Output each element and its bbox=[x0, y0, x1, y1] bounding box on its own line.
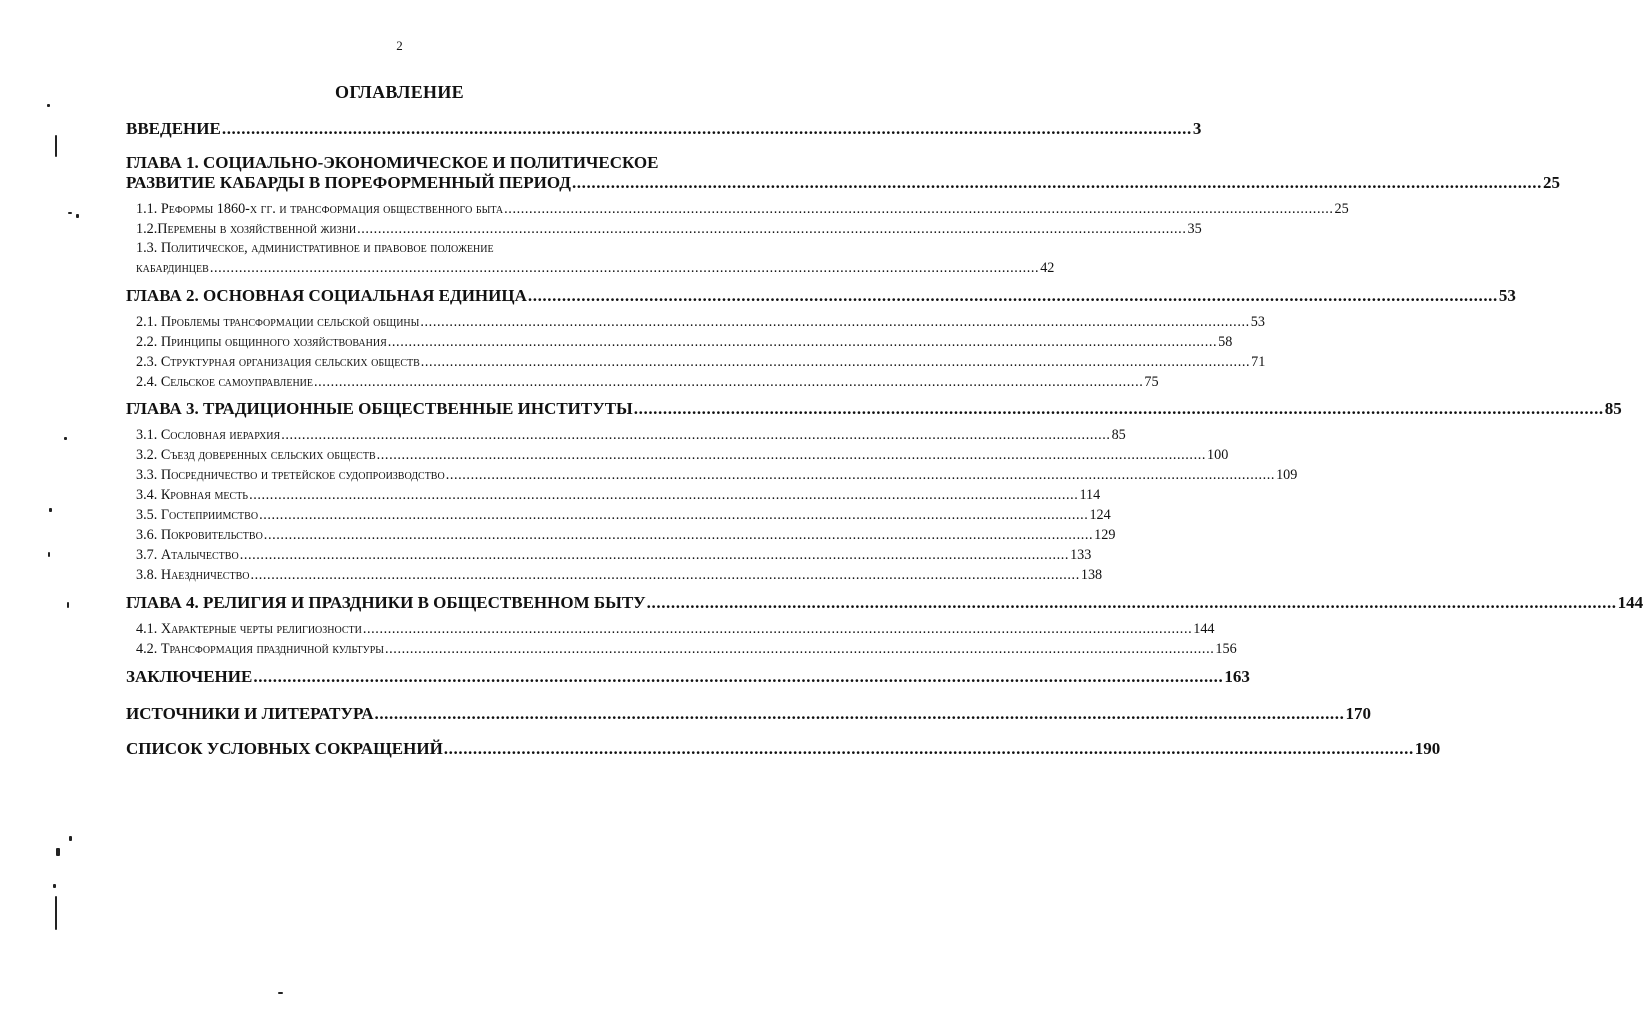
toc-entry-section-3-7[interactable] bbox=[136, 547, 1092, 564]
toc-entry-section-4-2[interactable] bbox=[136, 641, 1237, 658]
toc-entry-section-2-4[interactable] bbox=[136, 374, 1159, 391]
toc-entry-title: 3.3. Посредничество и третейское судопроизводство bbox=[136, 467, 445, 483]
dot-leader: ........................................................................................................................................................................................................ bbox=[357, 221, 1187, 237]
toc-entry-section-4-1[interactable] bbox=[136, 621, 1215, 638]
toc-entry-title: 2.1. Проблемы трансформации сельской общины bbox=[136, 314, 420, 330]
toc-entry-title-line1: ГЛАВА 1. СОЦИАЛЬНО-ЭКОНОМИЧЕСКОЕ И ПОЛИТИЧЕСКОЕ bbox=[126, 153, 659, 172]
dot-leader: ........................................................................................................................................................................................................ bbox=[253, 667, 1224, 686]
toc-entry-page: 100 bbox=[1207, 447, 1229, 463]
dot-leader: ........................................................................................................................................................................................................ bbox=[374, 704, 1345, 723]
toc-entry-page: 109 bbox=[1276, 467, 1298, 483]
toc-entry-title: 1.1. Реформы 1860-х гг. и трансформация общественного быта bbox=[136, 201, 504, 217]
toc-entry-section-3-4[interactable] bbox=[136, 487, 1101, 504]
dot-leader: ........................................................................................................................................................................................................ bbox=[571, 173, 1542, 192]
toc-entry-page: 85 bbox=[1604, 399, 1622, 418]
toc-entry-title: 3.6. Покровительство bbox=[136, 527, 263, 543]
toc-entry-page: 138 bbox=[1080, 567, 1103, 583]
toc-entry-title: ЗАКЛЮЧЕНИЕ bbox=[126, 667, 253, 686]
toc-entry-page: 124 bbox=[1089, 507, 1111, 523]
dot-leader: ........................................................................................................................................................................................................ bbox=[239, 547, 1070, 563]
toc-entry-title: РАЗВИТИЕ КАБАРДЫ В ПОРЕФОРМЕННЫЙ ПЕРИОД bbox=[126, 173, 571, 192]
dot-leader: ........................................................................................................................................................................................................ bbox=[527, 286, 1498, 305]
toc-entry-title: 1.2.Перемены в хозяйственной жизни bbox=[136, 221, 357, 237]
page-number: 2 bbox=[396, 38, 403, 53]
dot-leader: ........................................................................................................................................................................................................ bbox=[443, 739, 1414, 758]
dot-leader: ........................................................................................................................................................................................................ bbox=[250, 567, 1080, 583]
toc-entry-title: 3.1. Сословная иерархия bbox=[136, 427, 281, 443]
toc-entry-page: 163 bbox=[1224, 667, 1250, 686]
dot-leader: ........................................................................................................................................................................................................ bbox=[249, 487, 1079, 503]
toc-entry-section-3-8[interactable] bbox=[136, 567, 1103, 584]
toc-entry-page: 3 bbox=[1192, 119, 1202, 138]
toc-entry-title: 3.2. Съезд доверенных сельских обществ bbox=[136, 447, 376, 463]
toc-entry-page: 144 bbox=[1617, 593, 1643, 612]
dot-leader: ........................................................................................................................................................................................................ bbox=[420, 354, 1251, 370]
toc-entry-section-3-6[interactable] bbox=[136, 527, 1116, 544]
toc-entry-page: 53 bbox=[1250, 314, 1265, 330]
toc-entry-page: 170 bbox=[1345, 704, 1371, 723]
toc-entry-title: 4.1. Характерные черты религиозности bbox=[136, 621, 362, 637]
scan-speck bbox=[48, 552, 50, 557]
toc-entry-page: 71 bbox=[1251, 354, 1266, 370]
dot-leader: ........................................................................................................................................................................................................ bbox=[385, 641, 1215, 657]
dot-leader: ........................................................................................................................................................................................................ bbox=[259, 507, 1089, 523]
toc-entry-title: ГЛАВА 3. ТРАДИЦИОННЫЕ ОБЩЕСТВЕННЫЕ ИНСТИТУТЫ bbox=[126, 399, 633, 418]
toc-entry-section-3-2[interactable] bbox=[136, 447, 1229, 464]
toc-entry-page: 58 bbox=[1218, 334, 1233, 350]
toc-entry-page: 156 bbox=[1215, 641, 1237, 657]
toc-entry-page: 114 bbox=[1079, 487, 1101, 503]
dot-leader: ........................................................................................................................................................................................................ bbox=[314, 374, 1144, 390]
toc-entry-chapter-1[interactable] bbox=[126, 153, 1560, 193]
scan-speck bbox=[69, 836, 72, 841]
toc-entry-sources[interactable] bbox=[126, 704, 1371, 724]
toc-title: ОГЛАВЛЕНИЕ bbox=[335, 82, 464, 102]
toc-entry-title: ВВЕДЕНИЕ bbox=[126, 119, 221, 138]
dot-leader: ........................................................................................................................................................................................................ bbox=[221, 119, 1192, 138]
scan-speck bbox=[55, 896, 57, 930]
toc-entry-title: 3.5. Гостеприимство bbox=[136, 507, 259, 523]
dot-leader: ........................................................................................................................................................................................................ bbox=[504, 201, 1334, 217]
toc-entry-page: 42 bbox=[1040, 260, 1055, 276]
toc-entry-page: 133 bbox=[1070, 547, 1092, 563]
toc-entry-section-3-1[interactable] bbox=[136, 427, 1126, 444]
dot-leader: ........................................................................................................................................................................................................ bbox=[633, 399, 1604, 418]
toc-entry-title: 2.3. Структурная организация сельских обществ bbox=[136, 354, 420, 370]
scan-speck bbox=[49, 508, 52, 512]
toc-entry-conclusion[interactable] bbox=[126, 667, 1250, 687]
toc-entry-title: 3.7. Аталычество bbox=[136, 547, 239, 563]
dot-leader: ........................................................................................................................................................................................................ bbox=[646, 593, 1617, 612]
toc-entry-title-line1: 1.3. Политическое, административное и правовое положение bbox=[136, 240, 494, 256]
toc-entry-title: 3.8. Наездничество bbox=[136, 567, 250, 583]
scan-speck bbox=[47, 104, 50, 107]
scan-speck bbox=[55, 135, 57, 157]
toc-entry-section-1-3[interactable] bbox=[136, 240, 1055, 277]
toc-entry-title: ГЛАВА 4. РЕЛИГИЯ И ПРАЗДНИКИ В ОБЩЕСТВЕННОМ БЫТУ bbox=[126, 593, 646, 612]
dot-leader: ........................................................................................................................................................................................................ bbox=[263, 527, 1094, 543]
toc-entry-chapter-2[interactable] bbox=[126, 286, 1516, 306]
toc-entry-section-3-5[interactable] bbox=[136, 507, 1111, 524]
toc-entry-page: 25 bbox=[1334, 201, 1349, 217]
toc-entry-title: 2.4. Сельское самоуправление bbox=[136, 374, 313, 390]
toc-entry-introduction[interactable] bbox=[126, 119, 1202, 139]
toc-entry-section-2-3[interactable] bbox=[136, 354, 1266, 371]
toc-entry-section-1-1[interactable] bbox=[136, 201, 1349, 218]
toc-entry-page: 75 bbox=[1144, 374, 1159, 390]
dot-leader: ........................................................................................................................................................................................................ bbox=[209, 260, 1040, 276]
toc-entry-page: 25 bbox=[1542, 173, 1560, 192]
dot-leader: ........................................................................................................................................................................................................ bbox=[281, 427, 1111, 443]
toc-entry-title: ГЛАВА 2. ОСНОВНАЯ СОЦИАЛЬНАЯ ЕДИНИЦА bbox=[126, 286, 527, 305]
toc-entry-page: 129 bbox=[1094, 527, 1116, 543]
scan-speck bbox=[53, 884, 56, 888]
toc-entry-title: кабардинцев bbox=[136, 260, 209, 276]
toc-entry-chapter-4[interactable] bbox=[126, 593, 1643, 613]
toc-entry-section-2-2[interactable] bbox=[136, 334, 1233, 351]
dot-leader: ........................................................................................................................................................................................................ bbox=[387, 334, 1218, 350]
toc-entry-page: 35 bbox=[1187, 221, 1202, 237]
toc-entry-page: 85 bbox=[1111, 427, 1126, 443]
scan-speck bbox=[64, 437, 67, 440]
dot-leader: ........................................................................................................................................................................................................ bbox=[376, 447, 1207, 463]
toc-entry-title: 4.2. Трансформация праздничной культуры bbox=[136, 641, 384, 657]
toc-entry-page: 190 bbox=[1414, 739, 1441, 758]
toc-entry-abbreviations[interactable] bbox=[126, 739, 1441, 759]
scan-speck bbox=[67, 602, 69, 608]
dot-leader: ........................................................................................................................................................................................................ bbox=[362, 621, 1193, 637]
toc-entry-title: 3.4. Кровная месть bbox=[136, 487, 249, 503]
toc-entry-page: 144 bbox=[1193, 621, 1215, 637]
scan-speck bbox=[56, 848, 60, 856]
toc-entry-title: ИСТОЧНИКИ И ЛИТЕРАТУРА bbox=[126, 704, 374, 723]
dot-leader: ........................................................................................................................................................................................................ bbox=[445, 467, 1276, 483]
toc-entry-title: 2.2. Принципы общинного хозяйствования bbox=[136, 334, 387, 350]
scan-speck bbox=[76, 214, 79, 218]
toc-entry-page: 53 bbox=[1498, 286, 1516, 305]
toc-entry-section-2-1[interactable] bbox=[136, 314, 1265, 331]
toc-entry-section-3-3[interactable] bbox=[136, 467, 1298, 484]
dot-leader: ........................................................................................................................................................................................................ bbox=[420, 314, 1250, 330]
toc-entry-title: СПИСОК УСЛОВНЫХ СОКРАЩЕНИЙ bbox=[126, 739, 443, 758]
toc-entry-section-1-2[interactable] bbox=[136, 221, 1202, 238]
toc-entry-chapter-3[interactable] bbox=[126, 399, 1622, 419]
scan-speck bbox=[278, 992, 283, 994]
scan-speck bbox=[68, 212, 72, 214]
